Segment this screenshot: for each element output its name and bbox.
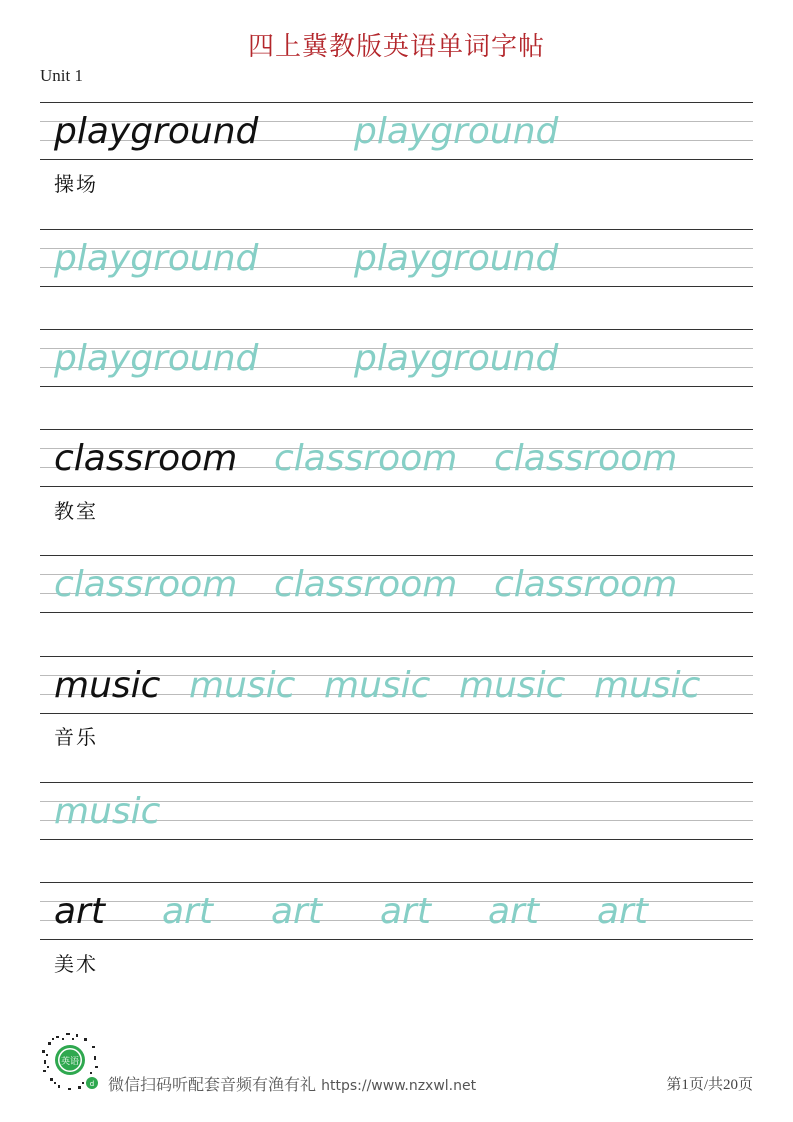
- site-url[interactable]: https://www.nzxwl.net: [321, 1078, 477, 1094]
- word-trace: classroom: [54, 564, 238, 605]
- word-example: classroom: [54, 438, 238, 479]
- unit-label: Unit 1: [40, 66, 83, 85]
- writing-band: [40, 782, 753, 840]
- word-trace: classroom: [494, 564, 678, 605]
- writing-band: [40, 555, 753, 613]
- word-trace: art: [380, 891, 431, 932]
- page-number: 第1页/共20页: [666, 1077, 753, 1093]
- writing-band: [40, 229, 753, 287]
- word-trace: playground: [354, 338, 559, 379]
- word-trace: music: [594, 665, 701, 706]
- word-trace: art: [488, 891, 539, 932]
- svg-text:d: d: [89, 1080, 95, 1088]
- footer-caption: [108, 1072, 476, 1095]
- qr-code-icon: [38, 1030, 102, 1094]
- word-trace: music: [189, 665, 296, 706]
- word-trace: playground: [54, 338, 259, 379]
- word-meaning: 教室: [54, 499, 98, 523]
- word-trace: art: [162, 891, 213, 932]
- writing-band: [40, 656, 753, 714]
- word-example: art: [54, 891, 105, 932]
- word-trace: classroom: [274, 564, 458, 605]
- word-trace: art: [597, 891, 648, 932]
- word-trace: music: [324, 665, 431, 706]
- word-trace: playground: [354, 238, 559, 279]
- word-trace: playground: [54, 238, 259, 279]
- word-meaning: 操场: [54, 172, 98, 196]
- word-trace: art: [271, 891, 322, 932]
- writing-band: [40, 882, 753, 940]
- word-example: music: [54, 665, 161, 706]
- page-title: 四上冀教版英语单词字帖: [247, 32, 545, 62]
- scan-instruction: 微信扫码听配套音频: [108, 1075, 253, 1094]
- word-trace: music: [459, 665, 566, 706]
- word-trace: classroom: [494, 438, 678, 479]
- word-meaning: 美术: [54, 952, 98, 976]
- writing-band: [40, 429, 753, 487]
- logo-text: 英语: [60, 1057, 80, 1067]
- word-trace: music: [54, 791, 161, 832]
- word-trace: playground: [354, 111, 559, 152]
- site-name: 有渔有礼: [252, 1075, 317, 1094]
- word-trace: classroom: [274, 438, 458, 479]
- writing-band: [40, 102, 753, 160]
- writing-band: [40, 329, 753, 387]
- word-example: playground: [54, 111, 259, 152]
- word-meaning: 音乐: [54, 725, 98, 749]
